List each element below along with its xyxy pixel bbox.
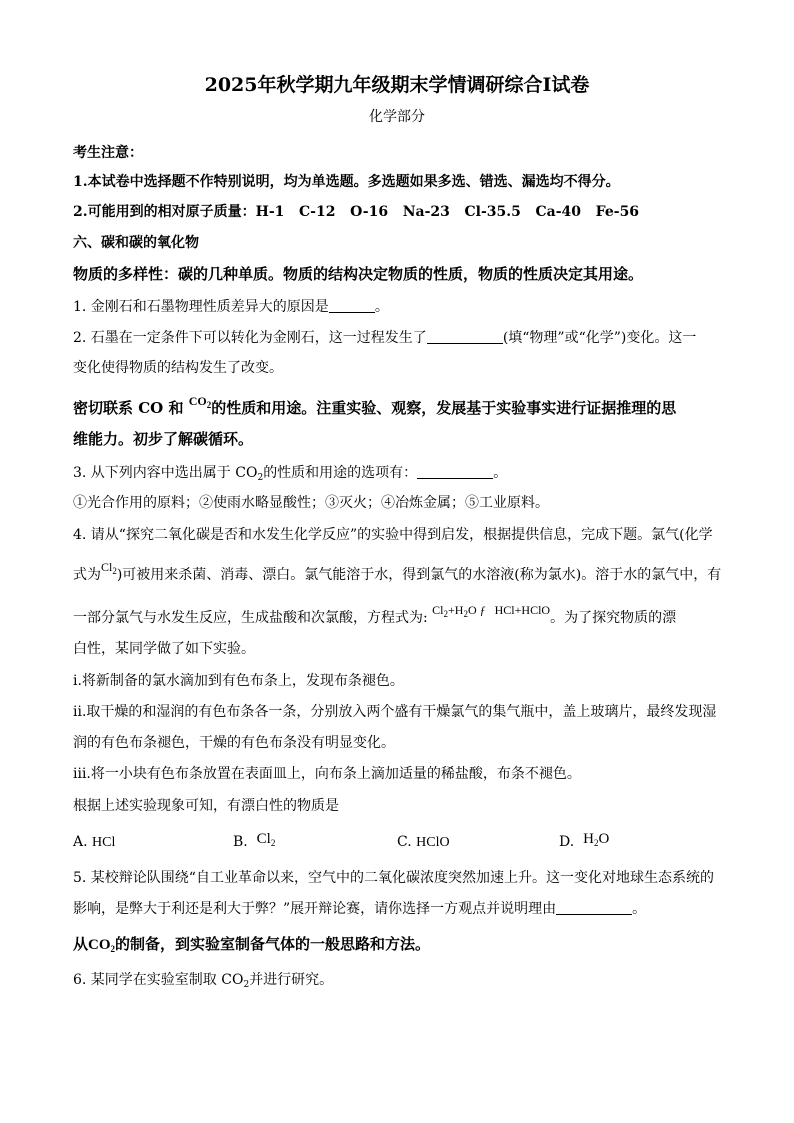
question-4-options bbox=[73, 832, 724, 856]
cl2-sub: 2 bbox=[112, 566, 117, 576]
co2-sub: 2 bbox=[206, 400, 212, 410]
notice-item-1: 1.本试卷中选择题不作特别说明，均为单选题。多选题如果多选、错选、漏选均不得分。 bbox=[73, 174, 620, 190]
notice-item-2-prefix: 2.可能用到的相对原子质量： bbox=[73, 204, 256, 220]
question-5-answer-blank[interactable] bbox=[556, 900, 632, 915]
equilibrium-arrow-icon: ƒ bbox=[479, 603, 486, 617]
atomic-mass-o: O-16 bbox=[350, 204, 389, 220]
question-4-line-2 bbox=[73, 560, 724, 589]
atomic-mass-na: Na-23 bbox=[402, 204, 450, 220]
topic-3-heading bbox=[73, 934, 724, 959]
option-d-after: O bbox=[598, 831, 610, 847]
eq-plus-h: +H bbox=[448, 603, 464, 617]
topic-2-text-b: 的性质和用途。注重实验、观察，发展基于实验事实进行证据推理的思 bbox=[211, 399, 677, 417]
option-a-text: HCl bbox=[92, 835, 116, 850]
option-b[interactable] bbox=[233, 832, 275, 856]
topic-2-heading-cont: 维能力。初步了解碳循环。 bbox=[73, 430, 254, 448]
question-1-end: 。 bbox=[374, 299, 389, 315]
topic-3-co2-formula bbox=[88, 937, 115, 953]
topic-3-text-a: 从 bbox=[73, 935, 89, 953]
notice-item-2 bbox=[73, 202, 724, 222]
question-2-text: 2. 石墨在一定条件下可以转化为金刚石，这一过程发生了 bbox=[73, 330, 427, 346]
question-5-text-b: 影响，是弊大于利还是利大于弊？”展开辩论赛，请你选择一方观点并说明理由 bbox=[73, 901, 557, 917]
eq-cl: Cl bbox=[432, 603, 444, 617]
eq-cl-sub: 2 bbox=[443, 609, 449, 619]
cl2-main: Cl bbox=[101, 560, 113, 574]
option-c-label: C. bbox=[397, 834, 412, 850]
topic-3-co2-sub: 2 bbox=[110, 944, 116, 954]
question-6-sub: 2 bbox=[243, 980, 250, 990]
atomic-mass-cl: Cl-35.5 bbox=[464, 204, 521, 220]
atomic-mass-fe: Fe-56 bbox=[595, 204, 640, 220]
question-2 bbox=[73, 328, 724, 348]
section-heading: 六、碳和碳的氧化物 bbox=[73, 235, 199, 251]
question-3-sub: 2 bbox=[257, 473, 264, 483]
question-2-answer-blank[interactable] bbox=[427, 329, 503, 344]
atomic-mass-c: C-12 bbox=[299, 204, 336, 220]
notice-heading: 考生注意： bbox=[73, 145, 143, 161]
question-4-text-b2: )可被用来杀菌、消毒、漂白。氯气能溶于水，得到氯气的水溶液(称为氯水)。溶于水的氯气中，有 bbox=[116, 567, 722, 583]
question-6-text: 6. 某同学在实验室制取 CO bbox=[73, 972, 244, 988]
exam-subtitle: 化学部分 bbox=[369, 109, 425, 125]
experiment-2: ⅱ.取干燥的和湿润的有色布条各一条，分别放入两个盛有干燥氯气的集气瓶中，盖上玻璃片，最终发现湿 bbox=[73, 704, 717, 720]
question-2-hint: (填“物理”或“化学”)变化。这一 bbox=[502, 330, 697, 346]
question-5: 5. 某校辩论队围绕“自工业革命以来，空气中的二氧化碳浓度突然加速上升。这一变化对地球生态系统的 bbox=[73, 870, 714, 886]
option-b-label: B. bbox=[233, 834, 248, 850]
question-5-end: 。 bbox=[632, 901, 647, 917]
exam-title: 2025年秋学期九年级期末学情调研综合Ⅰ试卷 bbox=[204, 74, 590, 96]
co2-main: CO bbox=[188, 394, 207, 408]
eq-products: HCl+HClO bbox=[494, 603, 551, 617]
atomic-mass-ca: Ca-40 bbox=[535, 204, 582, 220]
question-2-cont: 变化使得物质的结构发生了改变。 bbox=[73, 360, 283, 376]
option-c-text: HClO bbox=[416, 835, 450, 850]
topic-2-heading bbox=[73, 394, 724, 423]
option-b-formula bbox=[257, 831, 276, 847]
topic-3-co2-main: CO bbox=[88, 937, 111, 953]
experiment-2-cont: 润的有色布条褪色，干燥的有色布条没有明显变化。 bbox=[73, 735, 395, 751]
option-a[interactable] bbox=[73, 832, 115, 853]
question-3 bbox=[73, 463, 724, 488]
reaction-equation bbox=[432, 603, 550, 617]
cl2-formula bbox=[101, 560, 117, 574]
question-6-text-b: 并进行研究。 bbox=[249, 972, 334, 988]
option-b-text: Cl bbox=[256, 831, 271, 847]
option-a-label: A. bbox=[73, 834, 88, 850]
question-3-text-b: 的性质和用途的选项有： bbox=[263, 465, 418, 481]
question-3-end: 。 bbox=[493, 465, 508, 481]
question-3-list: ①光合作用的原料；②使雨水略显酸性；③灭火；④冶炼金属；⑤工业原料。 bbox=[73, 495, 549, 511]
question-4-text-c2: 。为了探究物质的漂 bbox=[550, 610, 677, 626]
topic-2-text-a: 密切联系 CO 和 bbox=[73, 399, 184, 417]
topic-2-co2-formula bbox=[189, 394, 212, 408]
question-4-ask: 根据上述实验现象可知，有漂白性的物质是 bbox=[73, 798, 339, 814]
question-4-line-4: 白性，某同学做了如下实验。 bbox=[73, 641, 255, 657]
topic-3-text-b: 的制备，到实验室制备气体的一般思路和方法。 bbox=[115, 935, 431, 953]
atomic-mass-h: H-1 bbox=[255, 204, 285, 220]
eq-o: O bbox=[467, 603, 477, 617]
question-3-text: 3. 从下列内容中选出属于 CO bbox=[73, 465, 258, 481]
experiment-1: ⅰ.将新制备的氯水滴加到有色布条上，发现布条褪色。 bbox=[73, 673, 404, 689]
question-1-text: 1. 金刚石和石墨物理性质差异大的原因是 bbox=[73, 299, 329, 315]
question-1 bbox=[73, 297, 724, 317]
topic-1-heading: 物质的多样性：碳的几种单质。物质的结构决定物质的性质，物质的性质决定其用途。 bbox=[73, 265, 644, 283]
option-d-label: D. bbox=[559, 834, 575, 850]
question-4-text-b1: 式为 bbox=[73, 567, 101, 583]
question-4: 4. 请从“探究二氧化碳是否和水发生化学反应”的实验中得到启发，根据提供信息，完成下题。氯气(化学 bbox=[73, 527, 713, 543]
eq-h-sub: 2 bbox=[463, 609, 468, 619]
option-b-sub: 2 bbox=[270, 838, 276, 848]
question-4-line-3 bbox=[73, 603, 724, 632]
option-d-sub: 2 bbox=[593, 838, 599, 848]
option-d-formula bbox=[583, 831, 609, 847]
question-6 bbox=[73, 970, 724, 995]
option-c[interactable] bbox=[397, 832, 450, 853]
question-1-answer-blank[interactable] bbox=[329, 298, 375, 313]
question-3-answer-blank[interactable] bbox=[417, 464, 493, 479]
question-5-cont bbox=[73, 899, 724, 919]
option-d[interactable] bbox=[559, 832, 609, 856]
option-d-text: H bbox=[583, 831, 594, 847]
experiment-3: ⅲ.将一小块有色布条放置在表面皿上，向布条上滴加适量的稀盐酸，布条不褪色。 bbox=[73, 766, 581, 782]
question-4-text-c1: 一部分氯气与水发生反应，生成盐酸和次氯酸，方程式为: bbox=[73, 610, 428, 626]
